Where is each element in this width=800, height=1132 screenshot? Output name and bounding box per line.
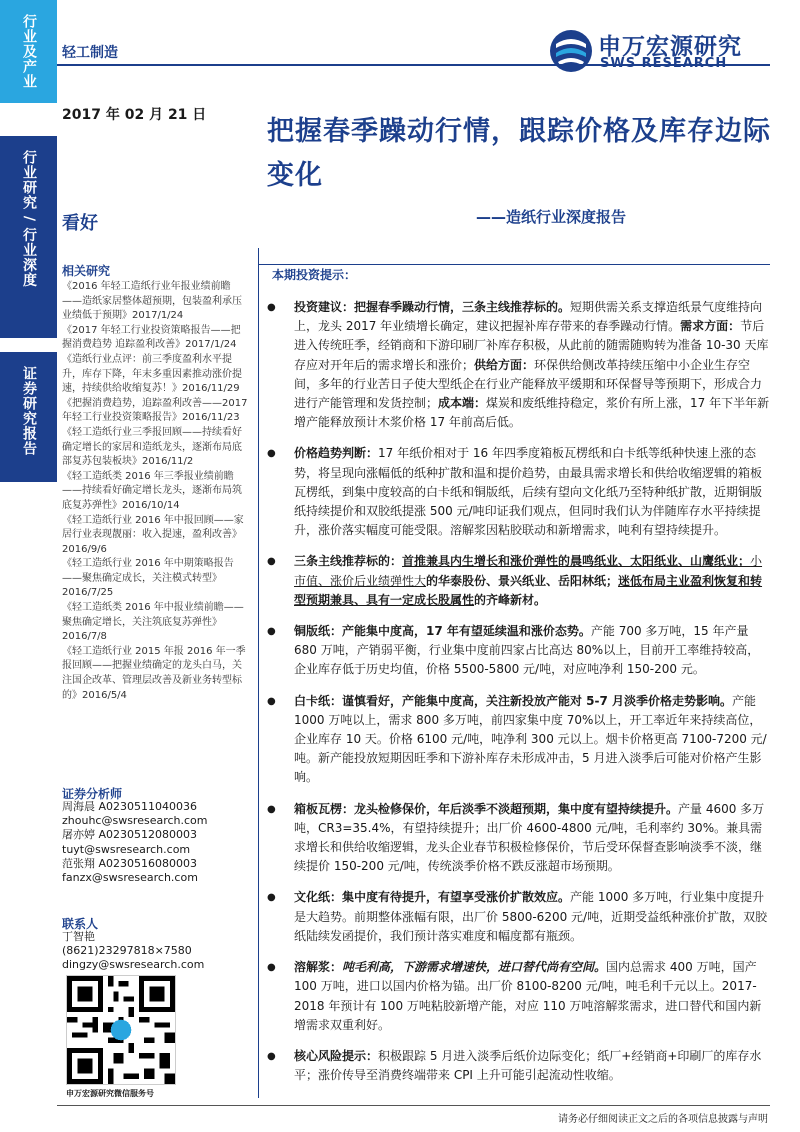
qr-code-label: 申万宏源研究微信服务号 [66,1089,154,1098]
bullet-text-run: 吨毛利高，下游需求增速快，进口替代尚有空间。 [342,960,607,975]
investment-point [262,622,770,680]
bullet-text-run: 首推兼具内生增长和涨价弹性的晨鸣纸业、太阳纸业、山鹰纸业； [402,554,751,569]
bullet-text-run: 产量 4600 多万吨，CR3=35.4%，有望持续提升；出厂价 4600-4800 元/吨，毛利率约 30%。兼具需求增长和供给收缩逻辑，龙头企业春节积极检修保价，节后受环保督查影响淡季不淡，继续提价 150-200 元/吨，传统淡季价格不跌反涨超市场预期。 [294,801,765,874]
section-divider [258,264,770,265]
contacts-list [62,930,204,973]
bullet-text-run: 节后进入传统旺季，经销商和下游印刷厂补库存积极，从此前的随需随购转为准备 10-30 天库存应对开年后的需求增长和涨价； [294,319,769,372]
bullet-text-run: 产能 1000 多万吨，行业集中度提升是大趋势。前期整体涨幅有限，出厂价 5800-6200 元/吨，近期受益纸种涨价扩散，双胶纸陆续发函提价，我们预计落实难度和幅度都有瓶颈。 [294,890,768,943]
contacts-heading: 联系人 [62,917,99,931]
section-title: 本期投资提示： [272,268,357,282]
qr-code-image [66,975,176,1085]
bullet-dot-icon: ● [267,556,276,568]
related-item[interactable]: 《轻工造纸行业 2016 年中报回顾——家居行业表现靓丽：收入提速，盈利改善》2016/9/6 [62,514,244,555]
bullet-text-run: 箱板瓦楞：龙头检修保价，年后淡季不淡超预期，集中度有望持续提升。 [294,801,679,816]
bullet-text-run: 核心风险提示： [294,1048,379,1063]
investment-point [262,552,770,610]
bullet-text-run: 迷低布局主业盈利恢复和转型预期兼具、具有一定成长股属性 [294,573,763,607]
investment-points-list [262,298,770,1097]
logo-text-cn: 申万宏源研究 [598,34,742,60]
sidebar-block-report-type [0,136,57,338]
analyst-email[interactable]: fanzx@swsresearch.com [62,871,198,885]
related-item[interactable]: 《轻工造纸行业 2015 年报 2016 年一季报回顾——把握业绩确定的龙头白马，关注国企改革、管理层改善及新业务转型标的》2016/5/4 [62,645,246,701]
bullet-text-run: 17 年纸价相对于 16 年四季度箱板瓦楞纸和白卡纸等纸种快速上涨的态势，将呈现向涨幅低的纸种扩散和温和提价趋势，由最具需求增长和供给收缩逻辑的箱板瓦楞纸，到集中度较高的白卡纸和铜版纸，后续有望向文化纸乃至特种纸扩散，近期铜版纸持续提价和双胶纸提涨 500 元/吨印证我们观点，但同时我们认为伴随库存水平持续提升，涨价落实幅度可能受限。溶解浆因粘胶联动和新增需求，吨利有望持续提升。 [294,446,763,538]
industry-label: 轻工制造 [62,45,118,61]
bullet-text-run: 产能 1000 万吨以上，需求 800 多万吨，前四家集中度 70%以上，开工率近年来持续高位，企业库存 10 天。价格 6100 元/吨，吨净利 300 元以上。烟卡价格更高 7100-7200 元/吨。新产能投放短期因旺季和下游补库存未形成冲击，5 月进入淡季后可能对价格产生影响。 [294,693,767,785]
bullet-dot-icon: ● [267,803,276,815]
report-title: 把握春季躁动行情，跟踪价格及库存边际变化 [267,116,771,191]
bullet-text-run: 需求方面： [680,319,741,334]
bullet-text-run: 积极跟踪 5 月进入淡季后纸价边际变化；纸厂+经销商+印刷厂的库存水平；涨价传导至消费终端带来 CPI 上升可能引起流动性收缩。 [294,1048,762,1083]
report-subtitle: ——造纸行业深度报告 [476,208,627,226]
analyst-line: 屠亦婷 A0230512080003 [62,828,198,842]
analyst-email[interactable]: tuyt@swsresearch.com [62,842,191,856]
bullet-dot-icon: ● [267,448,276,460]
investment-point [262,958,770,1035]
bullet-text-run: 环保供给侧改革持续压缩中小企业生存空间，多年的行业苦日子使大型纸企在行业产能释放平缓期和环保督导等预期下，形成合力进行产能管理和发货控制； [294,357,763,411]
analysts-list [62,800,208,885]
bullet-text-run: 的齐峰新材。 [474,592,547,607]
bullet-text-run: 价格趋势判断： [294,446,379,461]
sidebar-label-industry: 行业及产业 [21,14,37,89]
bullet-text-run: 文化纸：集中度有待提升，有望享受涨价扩散效应。 [294,890,571,905]
analyst-email[interactable]: zhouhc@swsresearch.com [62,814,208,828]
related-research-heading: 相关研究 [62,264,111,278]
sidebar-block-industry [0,0,57,103]
column-divider [258,248,259,1098]
related-item[interactable]: 《把握消费趋势，追踪盈利改善——2017 年轻工行业投资策略报告》2016/11/23 [62,397,248,424]
sidebar-label-report-type: 行业研究 / 行业深度 [21,150,37,288]
qr-code-icon [67,976,175,1084]
bullet-text-run: 投资建议：把握春季躁动行情，三条主线推荐标的。 [294,300,571,314]
bullet-dot-icon: ● [267,1050,276,1062]
bullet-text-run: 供给方面： [474,357,535,372]
bullet-text-run: 铜版纸：产能集中度高，17 年有望延续温和涨价态势。 [294,624,591,639]
analyst-line: 范张翔 A0230516080003 [62,856,198,870]
investment-point [262,888,770,946]
report-date: 2017 年 02 月 21 日 [62,107,207,123]
analysts-heading: 证券分析师 [62,787,123,801]
related-research-list [62,280,248,703]
bullet-dot-icon: ● [267,626,276,638]
related-item[interactable]: 《轻工造纸类 2016 年三季报业绩前瞻——持续看好确定增长龙头，逐渐布局筑底复苏弹性》2016/10/14 [62,470,242,511]
contact-email[interactable]: dingzy@swsresearch.com [62,958,205,972]
investment-point [262,800,770,877]
company-logo [548,28,773,76]
bullet-text-run: 白卡纸：谨慎看好，产能集中度高，关注新投放产能对 5-7 月淡季价格走势影响。 [294,693,733,708]
rating-label: 看好 [62,213,98,234]
related-item[interactable]: 《轻工造纸类 2016 年中报业绩前瞻——聚焦确定增长，关注筑底复苏弹性》2016/7/8 [62,602,244,643]
related-item[interactable]: 《2017 年轻工行业投资策略报告——把握消费趋势 追踪盈利改善》2017/1/24 [62,324,241,351]
analyst-line: 周海晨 A0230511040036 [62,800,198,813]
bullet-text-run: 小市值、涨价后业绩弹性大 [294,554,763,588]
logo-icon [548,28,594,74]
investment-point [262,298,770,432]
bullet-text-run: 的华泰股份、景兴纸业、岳阳林纸； [426,573,619,588]
sidebar-block-securities [0,352,57,482]
bullet-text-run: 国内总需求 400 万吨，国产 100 万吨，进口以国内价格为锚。出厂价 8100-8200 元/吨，吨毛利千元以上。2017-2018 年预计有 100 万吨粘胶新增产能，对应 110 万吨溶解浆需求，进口替代和国内新增需求双重利好。 [294,960,762,1032]
bullet-dot-icon: ● [267,892,276,904]
related-item[interactable]: 《2016 年轻工造纸行业年报业绩前瞻——造纸家居整体超预期，包装盈利承压业绩低于预期》2017/1/24 [62,281,242,322]
footer-divider [57,1105,770,1106]
bullet-text-run: 溶解浆： [294,960,343,975]
disclaimer-footer: 请务必仔细阅读正文之后的各项信息披露与声明 [558,1114,768,1125]
related-item[interactable]: 《造纸行业点评：前三季度盈利水平提升，库存下降，年末多重因素推动涨价提速，持续供给收缩复苏！》2016/11/29 [62,353,242,395]
investment-point [262,692,770,788]
sidebar-label-securities: 证券研究报告 [21,366,37,456]
bullet-dot-icon: ● [267,695,276,707]
investment-point [262,444,770,540]
contact-name: 丁智艳 [62,930,95,943]
bullet-text-run: 三条主线推荐标的： [294,554,403,569]
related-item[interactable]: 《轻工造纸行业 2016 年中期策略报告——聚焦确定成长，关注模式转型》2016/7/25 [62,558,234,599]
bullet-dot-icon: ● [267,962,276,974]
investment-point [262,1047,770,1085]
bullet-text-run: 成本端： [438,396,487,411]
bullet-text-run: 短期供需关系支撑造纸景气度维持向上，龙头 2017 年业绩增长确定，建议把握补库存带来的春季躁动行情。 [294,300,763,334]
header-divider [57,64,770,66]
bullet-text-run: 煤炭和废纸维持稳定，浆价有所上涨，17 年下半年新增产能释放预计木浆价格 17 年前高后低。 [294,396,770,430]
bullet-text-run: 产能 700 多万吨，15 年产量 680 万吨，产销弱平衡，行业集中度前四家占比高达 80%以上，目前开工率维持较高，企业库存低于历史均值，价格 5500-5800 元/吨，对应吨净利 150-200 元。 [294,624,760,677]
contact-phone: (8621)23297818×7580 [62,944,192,958]
related-item[interactable]: 《轻工造纸行业三季报回顾——持续看好确定增长的家居和造纸龙头，逐渐布局底部复苏包装板块》2016/11/2 [62,426,242,468]
bullet-dot-icon: ● [267,302,276,313]
